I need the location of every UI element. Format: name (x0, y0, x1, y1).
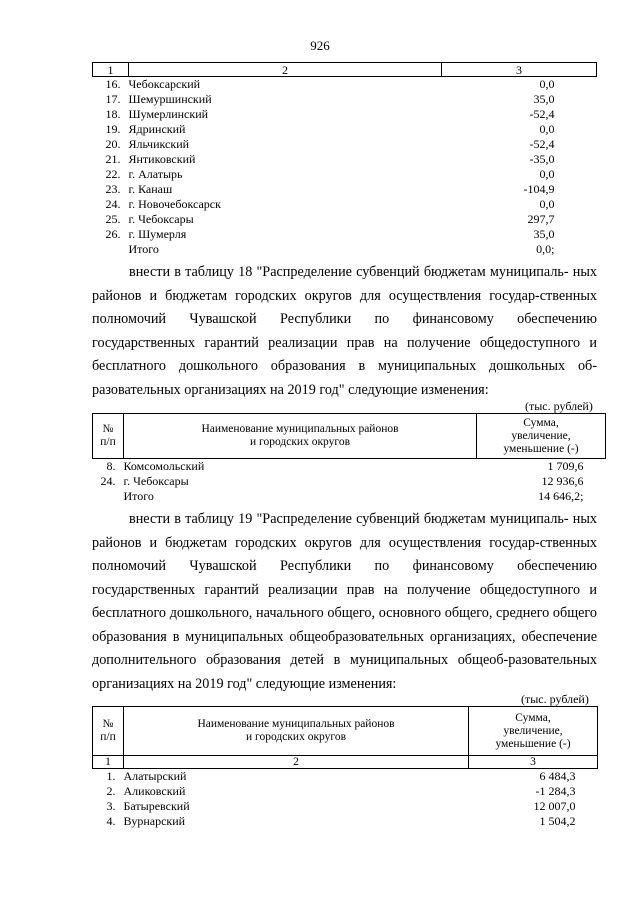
column-header-1: 1 (93, 63, 129, 77)
table-header-row (93, 414, 606, 459)
column-number-2: 2 (124, 756, 469, 769)
row-number: 1. (106, 769, 116, 783)
row-name: Комсомольский (123, 459, 205, 473)
header-sum: Сумма, увеличение, уменьшение (-) (469, 707, 598, 756)
column-header-2: 2 (129, 63, 442, 77)
row-name: Шемуршинский (128, 92, 212, 106)
row-number (93, 242, 129, 257)
paragraph-first-line: внести в таблицу 19 "Распределение субвенций бюджетам муниципаль- (129, 511, 569, 527)
paragraph-table-19 (92, 508, 597, 696)
table-header-row (93, 63, 597, 77)
row-name: Ядринский (128, 122, 186, 136)
row-number: 16. (105, 77, 121, 91)
row-number: 4. (106, 814, 116, 828)
column-number-3: 3 (469, 756, 598, 769)
table-continuation (92, 62, 597, 257)
row-number: 22. (105, 167, 121, 181)
row-name: г. Алатырь (128, 167, 183, 181)
table-row (93, 227, 597, 242)
row-number: 24. (105, 197, 121, 211)
row-number: 21. (105, 152, 121, 166)
row-name: Алатырский (123, 769, 187, 783)
paragraph-body: ных районов и бюджетам городских округов для осуществления государ-ственных полномочий Чувашской Республики по финансовому обеспечению государственных гарантий реализации прав на получение общедоступного и бесплатного дошкольного, начального общего, основного общего, среднего общего образования в муниципальных общеобразовательных организациях, обеспечение дополнительного образования детей в муниципальных общеоб-разовательных организациях на 2019 год" следующие изменения: (92, 511, 598, 692)
row-value: 35,0 (533, 227, 555, 241)
table-row (93, 77, 597, 93)
row-number: 2. (106, 784, 116, 798)
row-number: 23. (105, 182, 121, 196)
row-name: Аликовский (123, 784, 186, 798)
row-name: Янтиковский (128, 152, 196, 166)
row-value: -35,0 (529, 152, 555, 166)
row-number: 19. (105, 122, 121, 136)
row-number: 3. (106, 799, 116, 813)
row-value: 35,0 (533, 92, 555, 106)
row-value: -52,4 (529, 137, 555, 151)
row-name: Чебоксарский (128, 77, 201, 91)
row-number: 20. (105, 137, 121, 151)
row-value: -1 284,3 (535, 784, 576, 798)
header-name: Наименование муниципальных районов и городских округов (124, 414, 477, 459)
table-row (93, 152, 597, 167)
row-name: г. Шумерля (128, 227, 187, 241)
row-value: 1 504,2 (539, 814, 576, 828)
paragraph-table-18 (92, 261, 597, 402)
column-number-row (93, 756, 598, 769)
table-row (93, 197, 597, 212)
table-row (93, 182, 597, 197)
table-row (93, 137, 597, 152)
row-number: 26. (105, 227, 121, 241)
table-row (93, 489, 606, 504)
row-value: 14 646,2; (538, 489, 584, 503)
row-value: 0,0 (539, 77, 555, 91)
row-number: 24. (100, 474, 116, 488)
row-name: г. Чебоксары (123, 474, 189, 488)
row-name: г. Чебоксары (128, 212, 194, 226)
table-row (93, 474, 606, 489)
row-value: -52,4 (529, 107, 555, 121)
paragraph-body: ных районов и бюджетам городских округов для осуществления государ-ственных полномочий Чувашской Республики по финансовому обеспечению государственных гарантий реализации прав на получение общедоступного и бесплатного дошкольного образования в муниципальных дошкольных об-разовательных организациях на 2019 год" следующие изменения: (92, 264, 598, 398)
table-row (93, 212, 597, 227)
row-value: 12 007,0 (533, 799, 576, 813)
row-name: Итого (123, 489, 154, 503)
row-number: 25. (105, 212, 121, 226)
table-row (93, 459, 606, 475)
row-name: г. Новочебоксарск (128, 197, 221, 211)
table-row (93, 799, 598, 814)
paragraph-first-line: внести в таблицу 18 "Распределение субвенций бюджетам муниципаль- (129, 264, 569, 280)
row-value: 0,0; (536, 242, 555, 256)
unit-label: (тыс. рублей) (521, 692, 589, 706)
row-value: 0,0 (539, 197, 555, 211)
table-19-changes (92, 706, 598, 829)
row-name: г. Канаш (128, 182, 173, 196)
table-row (93, 92, 597, 107)
table-row (93, 167, 597, 182)
row-number: 18. (105, 107, 121, 121)
table-row (93, 784, 598, 799)
row-name: Итого (128, 242, 159, 256)
row-value: -104,9 (523, 182, 555, 196)
unit-label: (тыс. рублей) (525, 399, 593, 413)
table-row (93, 769, 598, 785)
row-name: Яльчикский (128, 137, 190, 151)
row-value: 1 709,6 (547, 459, 584, 473)
row-name: Шумерлинский (128, 107, 209, 121)
page-number: 926 (310, 38, 330, 53)
row-number (93, 489, 124, 504)
header-number: № п/п (93, 707, 124, 756)
row-value: 297,7 (527, 212, 555, 226)
table-row (93, 242, 597, 257)
row-value: 0,0 (539, 122, 555, 136)
row-name: Батыревский (123, 799, 190, 813)
row-value: 12 936,6 (541, 474, 584, 488)
table-header-row (93, 707, 598, 756)
row-name: Вурнарский (123, 814, 186, 828)
column-number-1: 1 (93, 756, 124, 769)
table-18-changes (92, 413, 606, 504)
row-number: 8. (106, 459, 116, 473)
row-value: 0,0 (539, 167, 555, 181)
column-header-3: 3 (442, 63, 597, 77)
table-row (93, 814, 598, 829)
header-sum: Сумма, увеличение, уменьшение (-) (477, 414, 606, 459)
table-row (93, 122, 597, 137)
table-row (93, 107, 597, 122)
row-value: 6 484,3 (539, 769, 576, 783)
row-number: 17. (105, 92, 121, 106)
header-name: Наименование муниципальных районов и городских округов (124, 707, 469, 756)
header-number: № п/п (93, 414, 124, 459)
